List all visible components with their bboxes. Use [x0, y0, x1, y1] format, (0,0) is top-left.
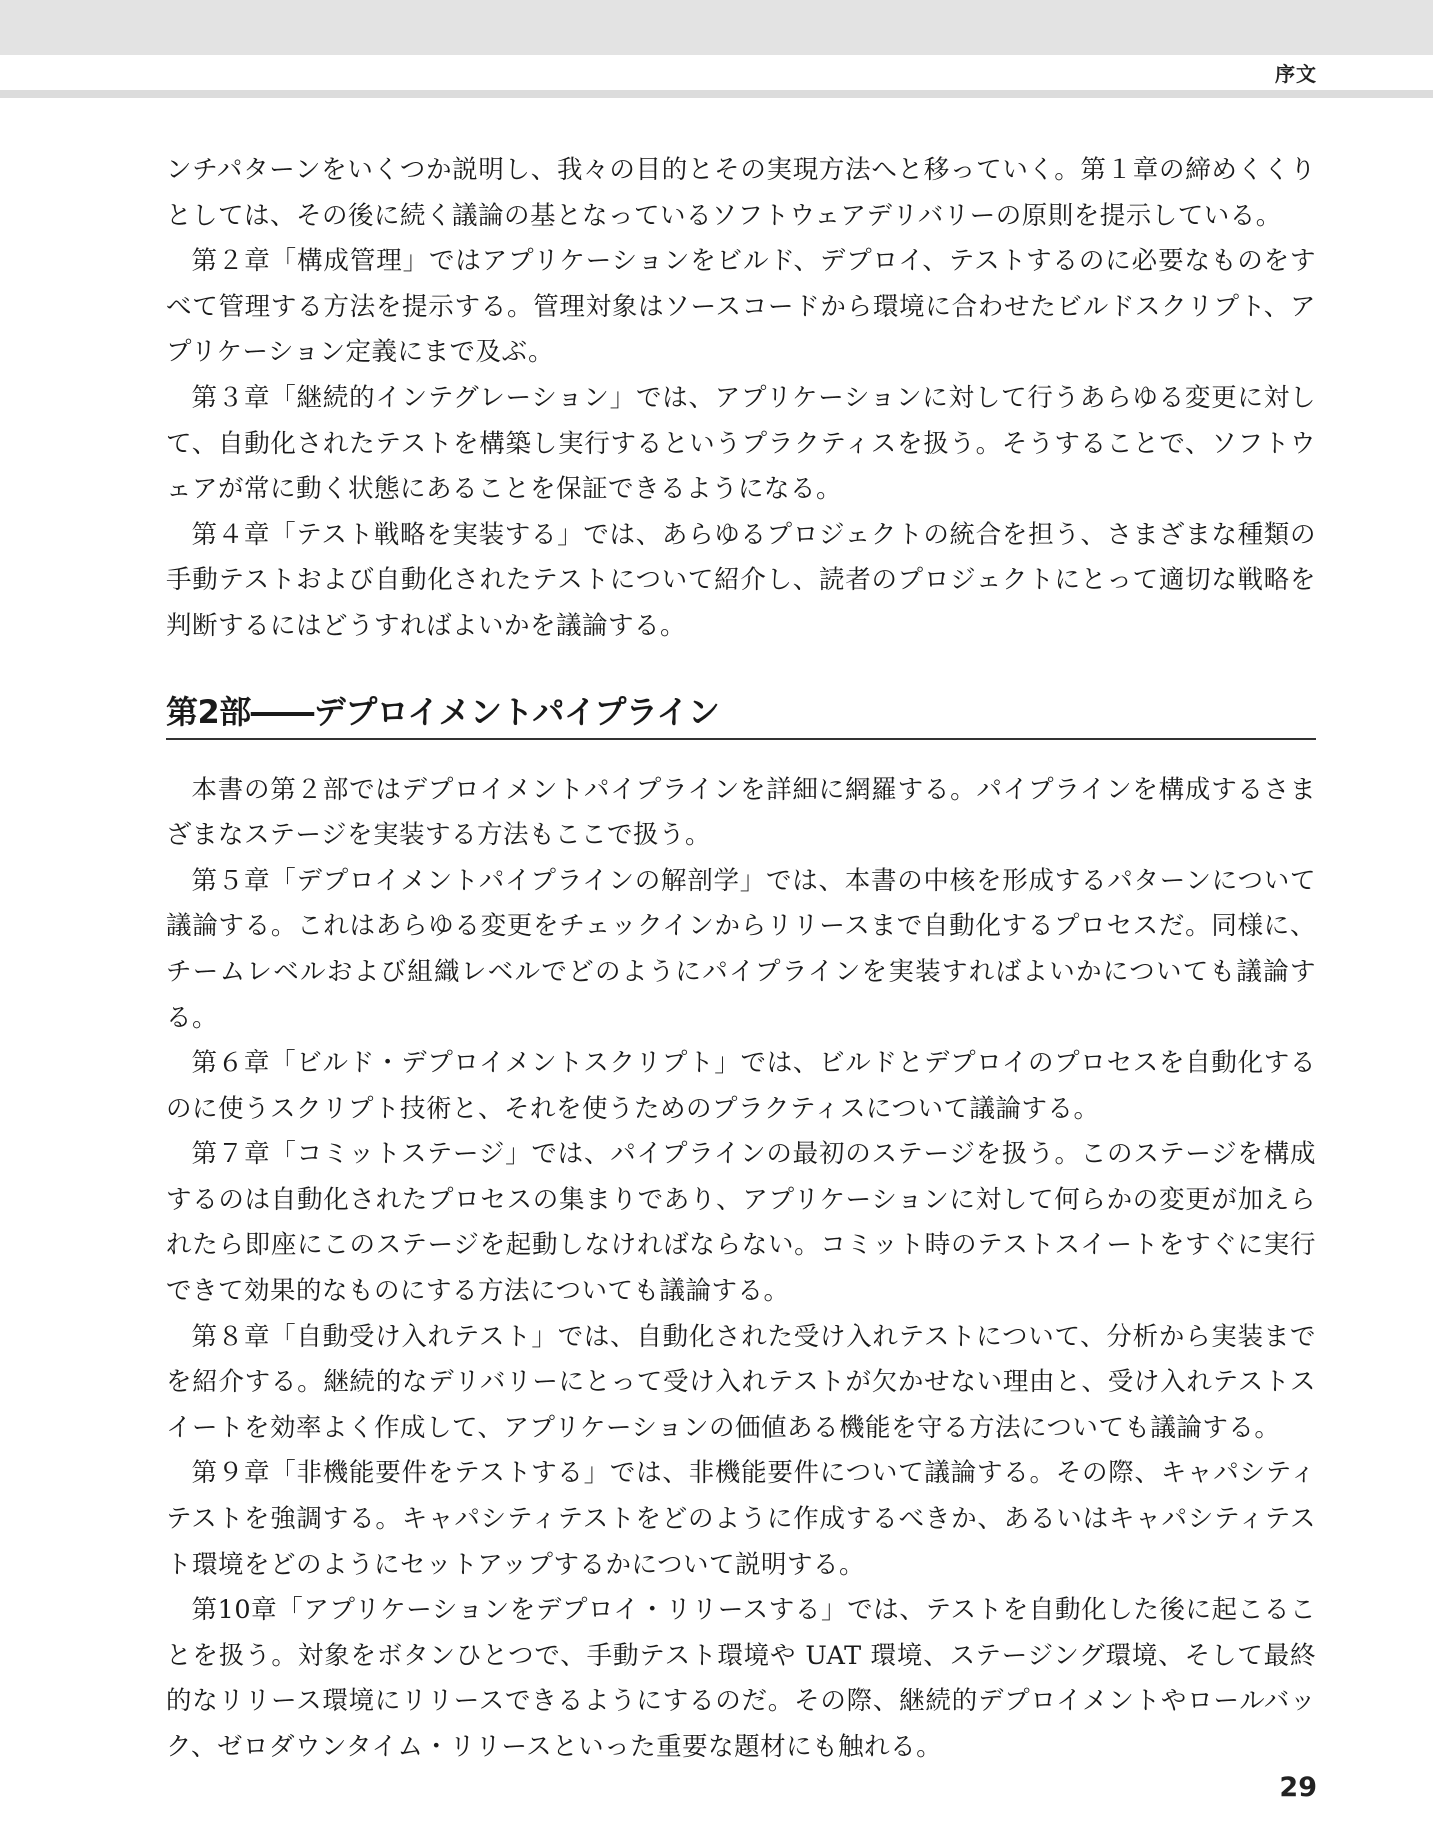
body-paragraph: 第４章「テスト戦略を実装する」では、あらゆるプロジェクトの統合を担う、さまざまな種類の手動テストおよび自動化されたテストについて紹介し、読者のプロジェクトにとって適切な戦略を判断するにはどうすればよいかを議論する。 [166, 519, 1316, 641]
body-paragraph: 第５章「デプロイメントパイプラインの解剖学」では、本書の中核を形成するパターンについて議論する。これはあらゆる変更をチェックインからリリースまで自動化するプロセスだ。同様に、チームレベルおよび組織レベルでどのようにパイプラインを実装すればよいかについても議論する。 [166, 865, 1316, 1033]
top-band [0, 0, 1433, 55]
body-paragraph: 第７章「コミットステージ」では、パイプラインの最初のステージを扱う。このステージを構成するのは自動化されたプロセスの集まりであり、アプリケーションに対して何らかの変更が加えられたら即座にこのステージを起動しなければならない。コミット時のテストスイートをすぐに実行できて効果的なものにする方法についても議論する。 [166, 1139, 1316, 1307]
body-paragraph: ンチパターンをいくつか説明し、我々の目的とその実現方法へと移っていく。第１章の締めくくりとしては、その後に続く議論の基となっているソフトウェアデリバリーの原則を提示している。 [166, 155, 1316, 231]
body-paragraph: 第６章「ビルド・デプロイメントスクリプト」では、ビルドとデプロイのプロセスを自動化するのに使うスクリプト技術と、それを使うためのプラクティスについて議論する。 [166, 1048, 1316, 1124]
body-paragraph: 第９章「非機能要件をテストする」では、非機能要件について議論する。その際、キャパシティテストを強調する。キャパシティテストをどのように作成するべきか、あるいはキャパシティテスト環境をどのようにセットアップするかについて説明する。 [166, 1458, 1316, 1580]
body-paragraph: 第２章「構成管理」ではアプリケーションをビルド、デプロイ、テストするのに必要なものをすべて管理する方法を提示する。管理対象はソースコードから環境に合わせたビルドスクリプト、アプリケーション定義にまで及ぶ。 [166, 246, 1317, 368]
section-body [166, 768, 1316, 1771]
page-number: 29 [1279, 1772, 1317, 1803]
running-title: 序文 [1275, 62, 1317, 86]
body-paragraph: 本書の第２部ではデプロイメントパイプラインを詳細に網羅する。パイプラインを構成するさまざまなステージを実装する方法もここで扱う。 [166, 774, 1316, 851]
header-rule [0, 90, 1433, 98]
body-paragraph: 第10章「アプリケーションをデプロイ・リリースする」では、テストを自動化した後に起こることを扱う。対象をボタンひとつで、手動テスト環境や UAT 環境、ステージング環境、そして最終的なリリース環境にリリースできるようにするのだ。その際、継続的デプロイメントやロールバック、ゼロダウンタイム・リリースといった重要な題材にも触れる。 [166, 1595, 1316, 1762]
body-paragraph: 第３章「継続的インテグレーション」では、アプリケーションに対して行うあらゆる変更に対して、自動化されたテストを構築し実行するというプラクティスを扱う。そうすることで、ソフトウェアが常に動く状態にあることを保証できるようになる。 [166, 382, 1316, 505]
body-paragraph: 第８章「自動受け入れテスト」では、自動化された受け入れテストについて、分析から実装までを紹介する。継続的なデリバリーにとって受け入れテストが欠かせない理由と、受け入れテストスイートを効率よく作成して、アプリケーションの価値ある機能を守る方法についても議論する。 [166, 1321, 1316, 1443]
page-body [166, 148, 1316, 1771]
section-heading: 第2部――デプロイメントパイプライン [166, 690, 1316, 740]
